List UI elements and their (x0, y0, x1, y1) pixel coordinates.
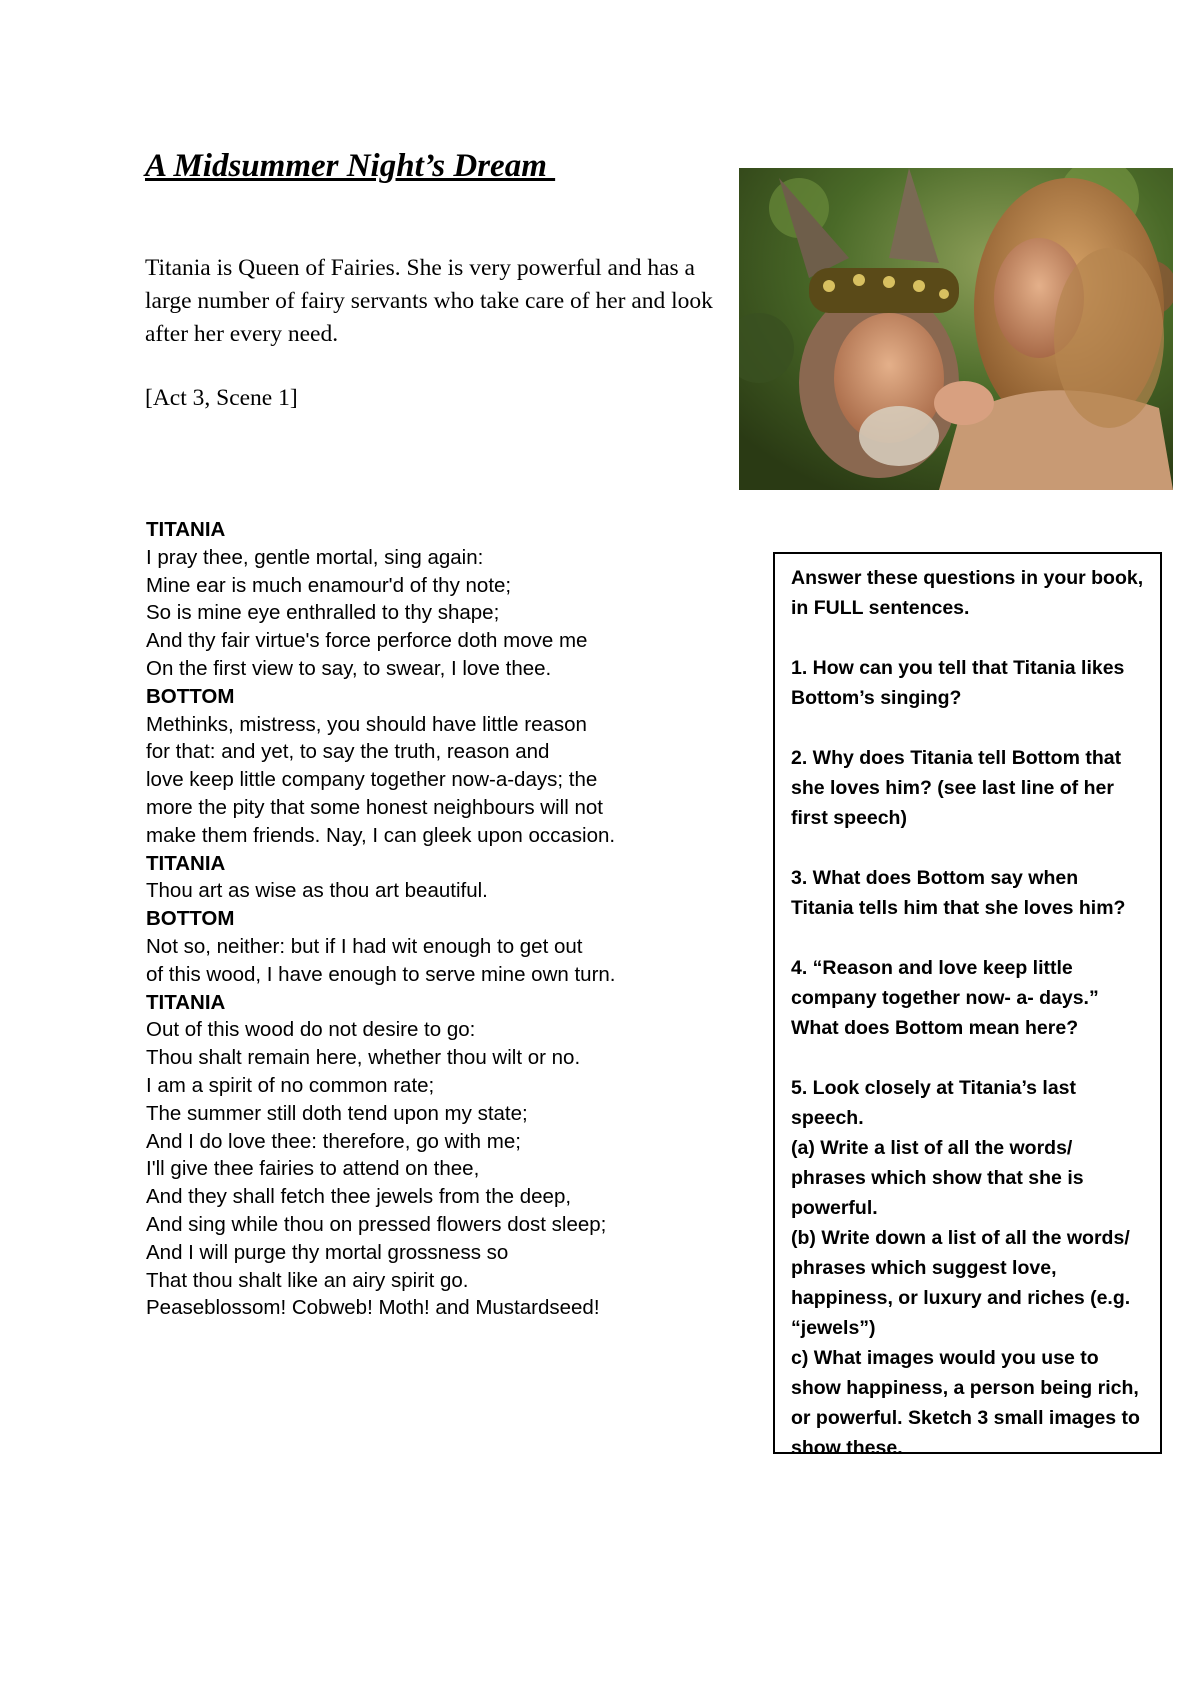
act-scene-reference: [Act 3, Scene 1] (145, 385, 298, 411)
script-line: And I do love thee: therefore, go with me; (146, 1129, 521, 1153)
question-5c: c) What images would you use to show happiness, a person being rich, or powerful. Sketch 3 small images to show these. (791, 1347, 1140, 1459)
script-line: make them friends. Nay, I can gleek upon occasion. (146, 823, 616, 847)
script-line: On the first view to say, to swear, I love thee. (146, 656, 552, 680)
script-line: I pray thee, gentle mortal, sing again: (146, 545, 484, 569)
speech-block (146, 516, 746, 683)
questions-instructions: Answer these questions in your book, in FULL sentences. (791, 567, 1144, 619)
photo-titania-and-bottom (739, 168, 1173, 490)
speaker-name: TITANIA (146, 990, 226, 1014)
speaker-name: TITANIA (146, 851, 226, 875)
speech-block (146, 683, 746, 850)
question-1: 1. How can you tell that Titania likes Bottom’s singing? (791, 657, 1125, 709)
script-line: more the pity that some honest neighbours will not (146, 795, 603, 819)
script-line: And I will purge thy mortal grossness so (146, 1240, 509, 1264)
speech-block (146, 989, 746, 1323)
script-line: And they shall fetch thee jewels from the deep, (146, 1185, 572, 1209)
script-line: Thou art as wise as thou art beautiful. (146, 879, 488, 903)
question-5a: (a) Write a list of all the words/ phrases which show that she is powerful. (791, 1137, 1084, 1219)
script-line: Not so, neither: but if I had wit enough to get out (146, 934, 583, 958)
question-5: 5. Look closely at Titania’s last speech. (791, 1077, 1077, 1129)
script-line: And sing while thou on pressed flowers dost sleep; (146, 1212, 607, 1236)
intro-text: Titania is Queen of Fairies. She is very powerful and has a large number of fairy servants who take care of her and look after her every need. (145, 255, 713, 347)
script-line: The summer still doth tend upon my state; (146, 1101, 528, 1125)
script-line: Thou shalt remain here, whether thou wilt or no. (146, 1046, 581, 1070)
script-line: for that: and yet, to say the truth, reason and (146, 740, 550, 764)
script-line: I'll give thee fairies to attend on thee, (146, 1157, 480, 1181)
page-title: A Midsummer Night’s Dream (145, 148, 556, 184)
speech-block (146, 905, 746, 988)
question-5b: (b) Write down a list of all the words/ phrases which suggest love, happiness, or luxury and riches (e.g. “jewels”) (791, 1227, 1131, 1339)
script-line: And thy fair virtue's force perforce doth move me (146, 629, 588, 653)
question-3: 3. What does Bottom say when Titania tells him that she loves him? (791, 867, 1126, 919)
script-line: love keep little company together now-a-days; the (146, 768, 598, 792)
script-line: Out of this wood do not desire to go: (146, 1018, 476, 1042)
script-line: Methinks, mistress, you should have little reason (146, 712, 587, 736)
question-4: 4. “Reason and love keep little company together now- a- days.” What does Bottom mean here? (791, 957, 1099, 1039)
script-line: Mine ear is much enamour'd of thy note; (146, 573, 512, 597)
script-line: Peaseblossom! Cobweb! Moth! and Mustardseed! (146, 1296, 600, 1320)
speaker-name: TITANIA (146, 518, 226, 541)
speaker-name: BOTTOM (146, 907, 235, 931)
photo-titania-and-bottom-icon (739, 168, 1173, 490)
script-line: So is mine eye enthralled to thy shape; (146, 601, 500, 625)
script-line: That thou shalt like an airy spirit go. (146, 1268, 469, 1292)
question-2: 2. Why does Titania tell Bottom that she loves him? (see last line of her first speech) (791, 747, 1122, 829)
script-excerpt (146, 516, 746, 1322)
speech-block (146, 850, 746, 906)
intro-paragraph (145, 252, 725, 351)
script-line: I am a spirit of no common rate; (146, 1073, 435, 1097)
speaker-name: BOTTOM (146, 684, 235, 708)
questions-box (773, 552, 1162, 1459)
script-line: of this wood, I have enough to serve mine own turn. (146, 962, 616, 986)
